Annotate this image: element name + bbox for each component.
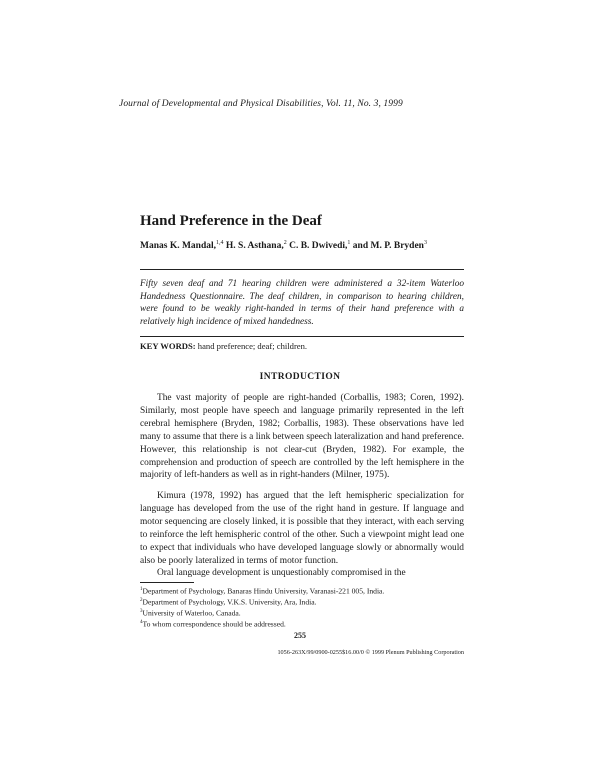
footnote-mark: 4 [140,620,143,626]
author-name: C. B. Dwivedi, [289,241,348,252]
body-paragraph: The vast majority of people are right-handed (Corballis, 1983; Coren, 1992). Similarly, most people have speech and language primarily represented in the left cerebral hemisphere (Bryden, 1982; Corballis, 1983). These observations have led many to assume that there is a link between speech lateralization and hand preference. However, this relationship is not clear-cut (Bryden, 1982). For example, the comprehension and production of speech are controlled by the left hemisphere in the majority of left-handers as well as in right-handers (Milner, 1975). [140,393,464,481]
author-name: and M. P. Bryden [352,241,424,252]
author-affiliation-mark: 2 [283,240,287,246]
footnote [140,585,464,596]
footnote-mark: 3 [140,609,143,615]
author-affiliation-mark: 1 [347,240,351,246]
abstract-bottom-rule [140,336,464,337]
journal-citation: Journal of Developmental and Physical Disabilities, Vol. 11, No. 3, 1999 [119,99,403,109]
footnote-text: University of Waterloo, Canada. [142,608,241,618]
footnote-text: To whom correspondence should be addressed. [142,619,286,629]
paper-title: Hand Preference in the Deaf [140,213,322,229]
abstract: Fifty seven deaf and 71 hearing children were administered a 32-item Waterloo Handedness Questionnaire. The deaf children, in comparison to hearing children, were found to be weakly right-handed in terms of their hand preference with a relatively high incidence of mixed handedness. [140,279,464,327]
footnote [140,596,464,607]
author-affiliation-mark: 3 [423,240,427,246]
footnote-text: Department of Psychology, V.K.S. University, Ara, India. [142,597,317,607]
author-name: Manas K. Mandal, [140,241,217,252]
footnote-mark: 1 [140,587,143,592]
author-list [140,240,427,251]
footnote [140,607,464,618]
body-paragraph: Oral language development is unquestionably compromised in the [157,568,406,578]
page-number: 255 [294,631,306,640]
keywords-label: KEY WORDS: [140,341,196,351]
footnote-text: Department of Psychology, Banaras Hindu University, Varanasi-221 005, India. [142,586,385,596]
body-paragraph: Kimura (1978, 1992) has argued that the left hemispheric specialization for language has developed from the use of the right hand in gesture. If language and motor sequencing are closely linked, it is possible that they interact, with each serving to reinforce the left hemispheric control of the other. Such a viewpoint might lead one to expect that individuals who have developed language slowly or abnormally would also be poorly lateralized in terms of motor function. [140,491,464,566]
footnotes [140,585,464,630]
author-name: H. S. Asthana, [225,241,284,252]
footnote-rule [140,582,194,583]
keywords-text: hand preference; deaf; children. [197,341,308,351]
abstract-top-rule [140,269,464,270]
copyright-line: 1056-263X/99/0900-0255$16.00/0 © 1999 Plenum Publishing Corporation [277,649,464,656]
keywords [140,341,307,351]
author-affiliation-mark: 1,4 [216,240,224,246]
footnote [140,618,464,629]
section-heading: INTRODUCTION [259,372,341,382]
footnote-mark: 2 [140,598,143,604]
